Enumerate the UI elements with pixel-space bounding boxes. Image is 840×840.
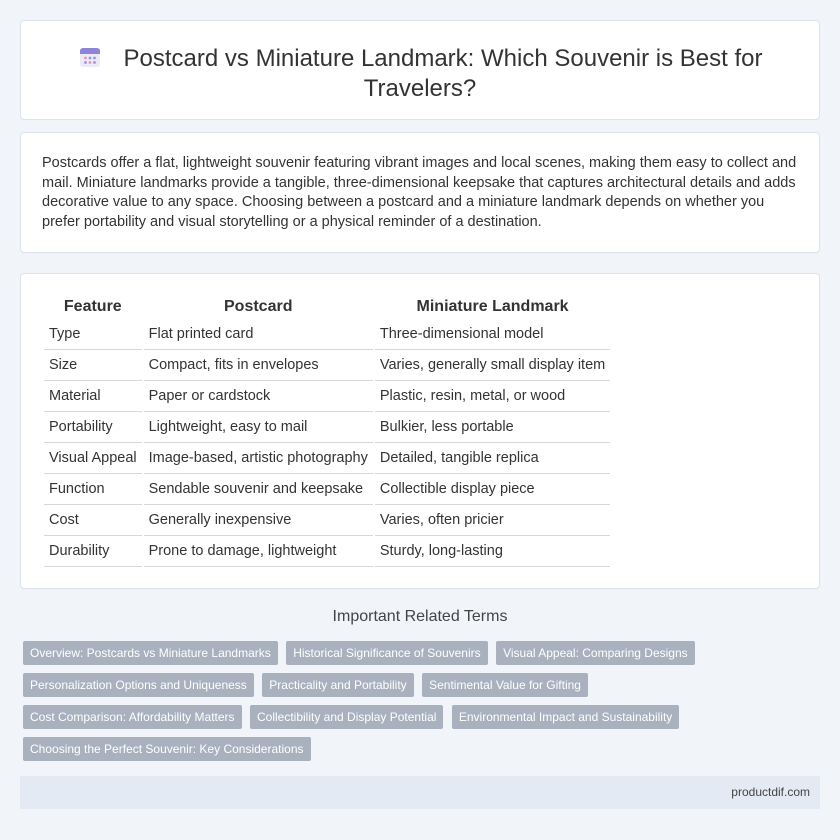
cell-feature: Function <box>44 474 142 505</box>
cell-feature: Size <box>44 350 142 381</box>
table-row <box>44 412 610 443</box>
cell-feature: Durability <box>44 536 142 567</box>
header-card <box>20 20 820 120</box>
page-title <box>21 44 819 104</box>
table-row <box>44 443 610 474</box>
cell-miniature: Detailed, tangible replica <box>375 443 610 474</box>
related-term-tag[interactable]: Cost Comparison: Affordability Matters <box>23 705 242 729</box>
related-term-tag[interactable]: Overview: Postcards vs Miniature Landmarks <box>23 641 278 665</box>
cell-feature: Portability <box>44 412 142 443</box>
header-postcard: Postcard <box>224 298 293 315</box>
cell-feature: Cost <box>44 505 142 536</box>
related-term-tag[interactable]: Personalization Options and Uniqueness <box>23 673 254 697</box>
header-miniature-landmark: Miniature Landmark <box>416 298 569 315</box>
intro-paragraph: Postcards offer a flat, lightweight souvenir featuring vibrant images and local scenes, making them easy to collect and mail. Miniature landmarks provide a tangible, three-dimensional keepsake that captures architectural details and adds decorative value to any space. Choosing between a postcard and a miniature landmark depends on whether you prefer portability and visual storytelling or a physical reminder of a destination. <box>42 155 797 230</box>
intro-card <box>20 132 820 253</box>
cell-postcard: Lightweight, easy to mail <box>144 412 373 443</box>
table-header-row <box>44 295 610 319</box>
related-term-tag[interactable]: Collectibility and Display Potential <box>250 705 443 729</box>
table-row <box>44 350 610 381</box>
table-row <box>44 536 610 567</box>
header-feature: Feature <box>63 298 122 315</box>
related-term-tag[interactable]: Visual Appeal: Comparing Designs <box>496 641 695 665</box>
table-row <box>44 474 610 505</box>
cell-miniature: Varies, often pricier <box>375 505 610 536</box>
related-terms-title: Important Related Terms <box>332 608 508 625</box>
cell-miniature: Collectible display piece <box>375 474 610 505</box>
cell-postcard: Prone to damage, lightweight <box>144 536 373 567</box>
related-term-tag[interactable]: Practicality and Portability <box>262 673 413 697</box>
related-term-tag[interactable]: Historical Significance of Souvenirs <box>286 641 487 665</box>
cell-miniature: Sturdy, long-lasting <box>375 536 610 567</box>
cell-miniature: Plastic, resin, metal, or wood <box>375 381 610 412</box>
calendar-icon <box>78 45 102 69</box>
table-row <box>44 319 610 350</box>
footer <box>20 776 820 809</box>
title-line-1: Postcard vs Miniature Landmark: Which Souvenir is Best for <box>123 45 763 72</box>
cell-feature: Type <box>44 319 142 350</box>
cell-miniature: Varies, generally small display item <box>375 350 610 381</box>
cell-postcard: Sendable souvenir and keepsake <box>144 474 373 505</box>
comparison-card <box>20 273 820 589</box>
table-row <box>44 381 610 412</box>
cell-postcard: Generally inexpensive <box>144 505 373 536</box>
comparison-table <box>42 295 612 567</box>
cell-miniature: Three-dimensional model <box>375 319 610 350</box>
related-term-tag[interactable]: Environmental Impact and Sustainability <box>452 705 679 729</box>
related-terms-list <box>23 641 803 769</box>
cell-postcard: Compact, fits in envelopes <box>144 350 373 381</box>
cell-postcard: Image-based, artistic photography <box>144 443 373 474</box>
cell-feature: Visual Appeal <box>44 443 142 474</box>
cell-feature: Material <box>44 381 142 412</box>
cell-postcard: Paper or cardstock <box>144 381 373 412</box>
cell-postcard: Flat printed card <box>144 319 373 350</box>
related-term-tag[interactable]: Sentimental Value for Gifting <box>422 673 588 697</box>
title-line-2: Travelers? <box>363 75 477 102</box>
related-term-tag[interactable]: Choosing the Perfect Souvenir: Key Considerations <box>23 737 311 761</box>
cell-miniature: Bulkier, less portable <box>375 412 610 443</box>
footer-site-link[interactable]: productdif.com <box>731 785 810 799</box>
table-row <box>44 505 610 536</box>
